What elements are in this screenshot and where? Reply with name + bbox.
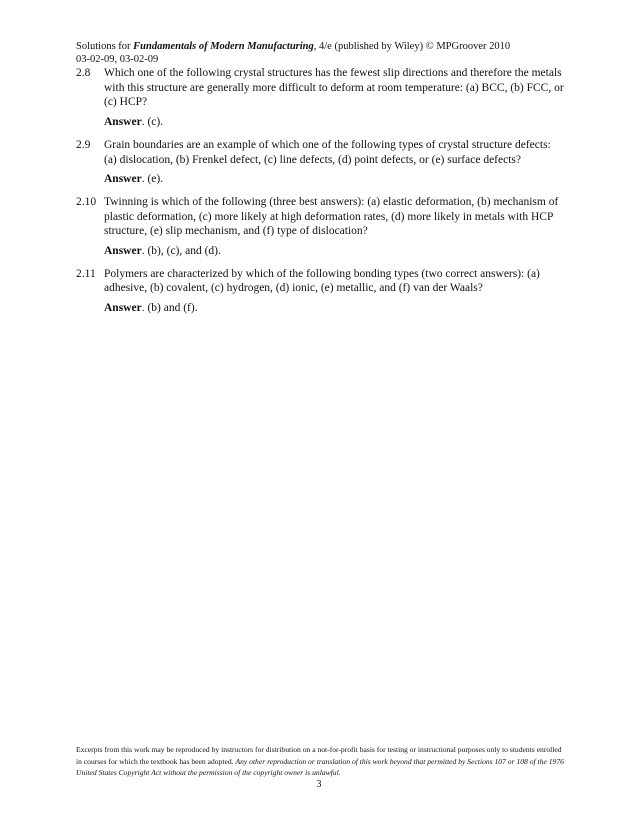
answer-label: Answer [104, 173, 142, 186]
answer-value: . (e). [141, 173, 164, 186]
answer-2-10 [104, 244, 566, 259]
question-number: 2.11 [76, 267, 96, 280]
answer-label: Answer [104, 116, 142, 129]
page-header [76, 40, 566, 66]
question-2-9 [76, 138, 566, 167]
question-2-8 [76, 66, 566, 110]
footer-italic-text: Any other reproduction or translation of this work beyond that permitted by Sections 107 or 108 of the 1976 United States Copyright Act without the permission of the copyright owner is unlawful. [76, 756, 564, 777]
question-text: Grain boundaries are an example of which one of the following types of crystal structure defects: (a) dislocation, (b) Frenkel defect, (c) line defects, (d) point defects, or (e) surface defects? [104, 138, 551, 166]
answer-2-11 [104, 301, 566, 316]
header-prefix: Solutions for [76, 41, 134, 52]
question-text: Twinning is which of the following (three best answers): (a) elastic deformation, (b) mechanism of plastic deformation, (c) more likely at high deformation rates, (d) more likely in metals with HCP structure, (e) slip mechanism, and (f) type of dislocation? [104, 195, 559, 238]
footer-plain-text: Excerpts from this work may be reproduced by instructors for distribution on a not-for-profit basis for testing or instructional purposes only to students enrolled in courses for which the textbook has been adopted. [76, 745, 562, 766]
question-text: Which one of the following crystal structures has the fewest slip directions and therefore the metals with this structure are generally more difficult to deform at room temperature: (a) BCC, (b) FCC, or (c) HCP? [104, 67, 564, 109]
header-suffix: , 4/e (published by Wiley) © MPGroover 2010 [313, 41, 511, 52]
answer-2-9 [104, 172, 566, 187]
question-2-11 [76, 267, 566, 296]
copyright-footer [76, 744, 566, 779]
answer-label: Answer [104, 302, 142, 315]
answer-value: . (b) and (f). [141, 302, 198, 315]
question-list [76, 66, 566, 316]
header-citation [76, 40, 566, 53]
answer-2-8 [104, 115, 566, 130]
question-2-10 [76, 195, 566, 239]
answer-value: . (c). [141, 116, 164, 129]
page-number: 3 [316, 779, 322, 790]
question-number: 2.8 [76, 67, 91, 79]
answer-value: . (b), (c), and (d). [141, 245, 221, 258]
header-dates: 03-02-09, 03-02-09 [76, 54, 159, 65]
book-title: Fundamentals of Modern Manufacturing [133, 41, 314, 52]
question-number: 2.10 [76, 195, 97, 208]
question-text: Polymers are characterized by which of the following bonding types (two correct answers): (a) adhesive, (b) covalent, (c) hydrogen, (d) ionic, (e) metallic, and (f) van der Waals? [104, 267, 540, 295]
answer-label: Answer [104, 245, 142, 258]
question-number: 2.9 [76, 138, 91, 151]
